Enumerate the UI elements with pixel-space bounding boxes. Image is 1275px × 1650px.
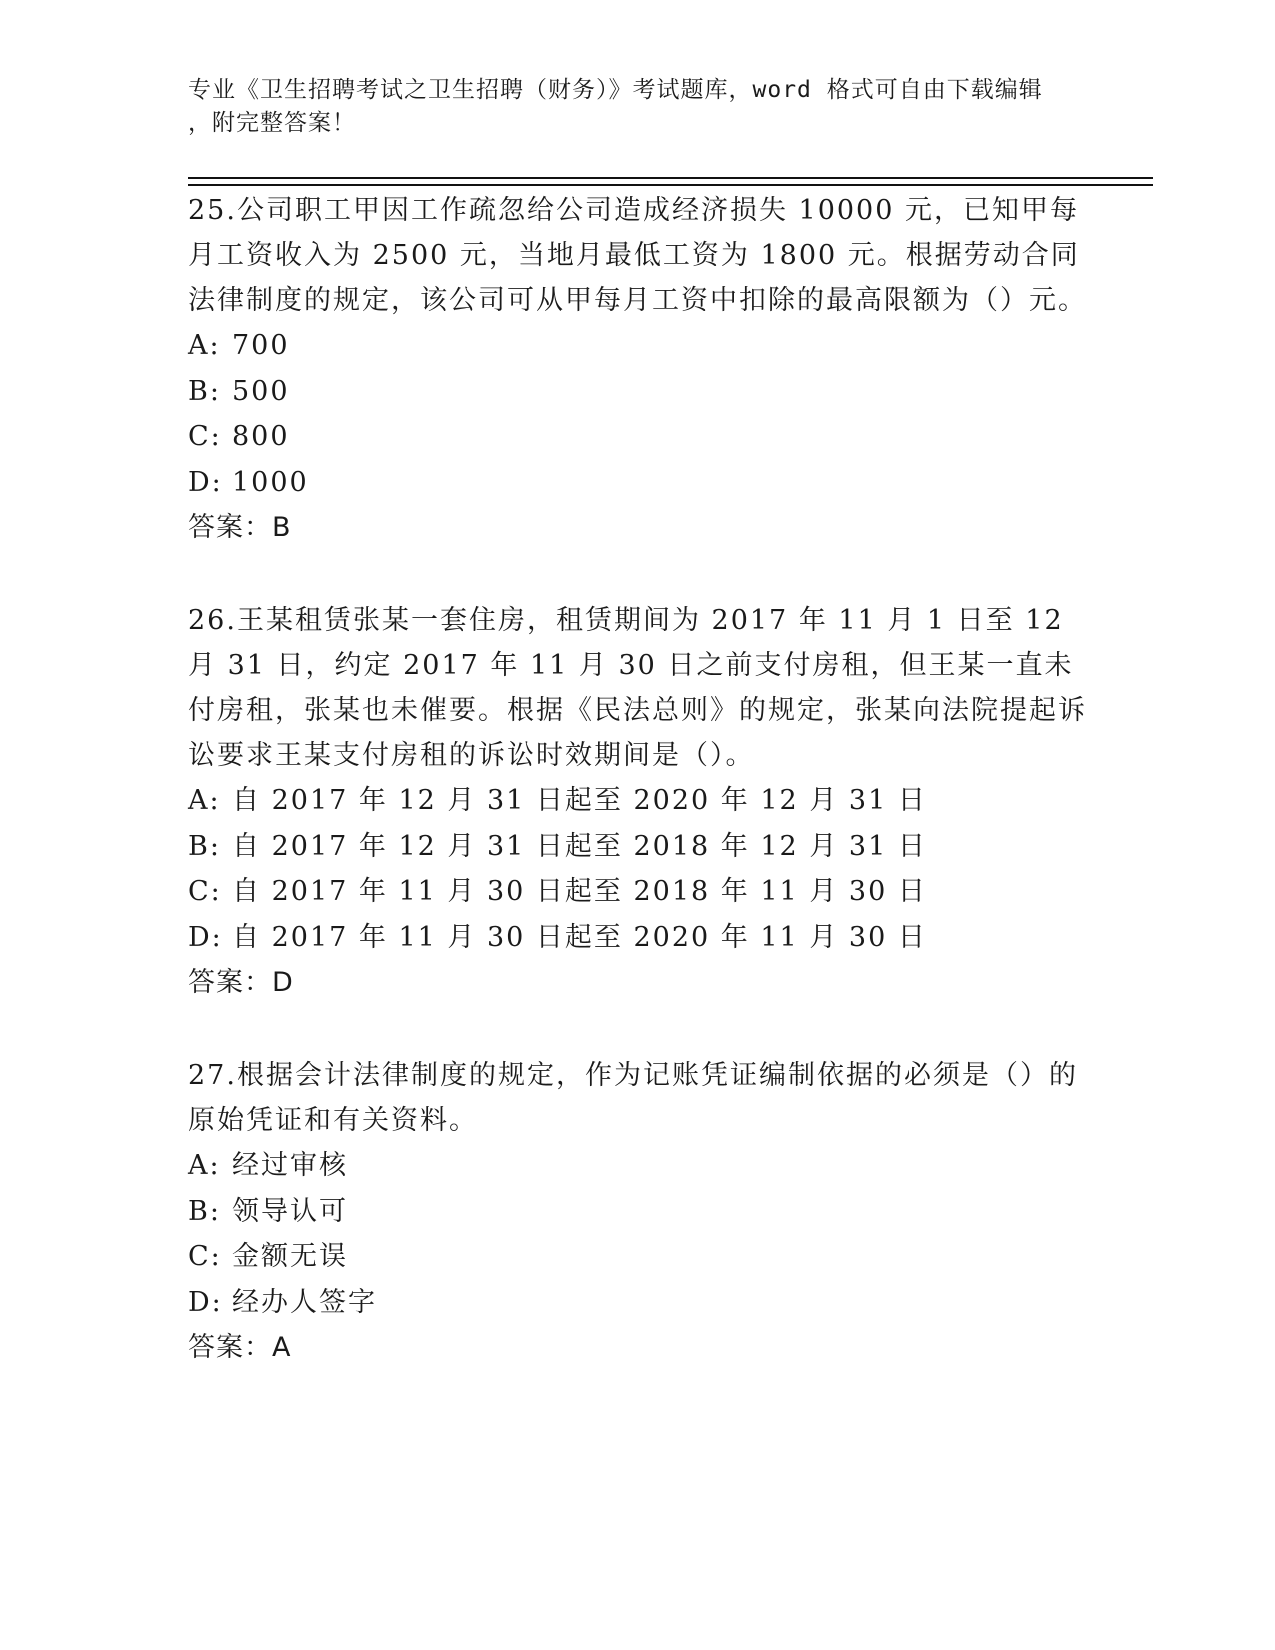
option-label: D: — [188, 1286, 223, 1318]
option-label: B: — [188, 375, 221, 407]
option-text: 1000 — [232, 466, 309, 498]
option-text: 自 2017 年 11 月 30 日起至 2018 年 11 月 30 日 — [232, 876, 927, 907]
option-d — [188, 1280, 1088, 1326]
option-text: 自 2017 年 12 月 31 日起至 2018 年 12 月 31 日 — [232, 830, 927, 862]
question-block — [188, 188, 1088, 550]
question-block — [188, 598, 1088, 1005]
option-c — [188, 414, 1088, 460]
header-line-1: 专业《卫生招聘考试之卫生招聘（财务）》考试题库，word 格式可自由下载编辑 — [188, 77, 1043, 103]
option-label: C: — [188, 421, 222, 452]
option-text: 500 — [232, 375, 290, 407]
option-c — [188, 869, 1088, 915]
option-a — [188, 778, 1088, 824]
option-d — [188, 915, 1088, 961]
option-text: 800 — [232, 421, 290, 452]
option-b — [188, 824, 1088, 870]
header-line-2: ，附完整答案！ — [188, 110, 356, 136]
question-text: 26.王某租赁张某一套住房，租赁期间为 2017 年 11 月 1 日至 12 月 31 日，约定 2017 年 11 月 30 日之前支付房租，但王某一直未付房租，张某也未催要。根据《民法总则》的规定，张某向法院提起诉讼要求王某支付房租的诉讼时效期间是（）。 — [188, 605, 1087, 771]
answer-line: 答案：A — [188, 1332, 292, 1363]
option-text: 700 — [232, 330, 290, 361]
option-label: A: — [188, 330, 221, 361]
option-a — [188, 323, 1088, 369]
answer-line: 答案：B — [188, 512, 292, 543]
question-text: 27.根据会计法律制度的规定，作为记账凭证编制依据的必须是（）的原始凭证和有关资料。 — [188, 1060, 1078, 1136]
option-label: B: — [188, 830, 221, 862]
option-label: B: — [188, 1195, 221, 1227]
option-c — [188, 1234, 1088, 1280]
option-label: C: — [188, 1241, 222, 1272]
document-header — [188, 74, 1068, 140]
option-label: A: — [188, 785, 221, 816]
option-b — [188, 1189, 1088, 1235]
option-text: 自 2017 年 12 月 31 日起至 2020 年 12 月 31 日 — [232, 785, 927, 816]
option-label: D: — [188, 921, 223, 953]
question-text: 25.公司职工甲因工作疏忽给公司造成经济损失 10000 元，已知甲每月工资收入为 2500 元，当地月最低工资为 1800 元。根据劳动合同法律制度的规定，该公司可从甲每月工资中扣除的最高限额为（）元。 — [188, 195, 1087, 316]
option-label: A: — [188, 1150, 221, 1181]
option-text: 自 2017 年 11 月 30 日起至 2020 年 11 月 30 日 — [232, 921, 927, 953]
option-text: 经办人签字 — [232, 1286, 377, 1318]
header-divider-top — [188, 177, 1153, 179]
option-a — [188, 1143, 1088, 1189]
option-label: D: — [188, 466, 223, 498]
option-label: C: — [188, 876, 222, 907]
option-b — [188, 369, 1088, 415]
option-text: 金额无误 — [232, 1241, 348, 1272]
option-text: 领导认可 — [232, 1195, 348, 1227]
question-block — [188, 1053, 1088, 1370]
option-d — [188, 460, 1088, 506]
option-text: 经过审核 — [232, 1150, 348, 1181]
header-divider-bottom — [188, 184, 1153, 186]
answer-line: 答案：D — [188, 967, 294, 998]
